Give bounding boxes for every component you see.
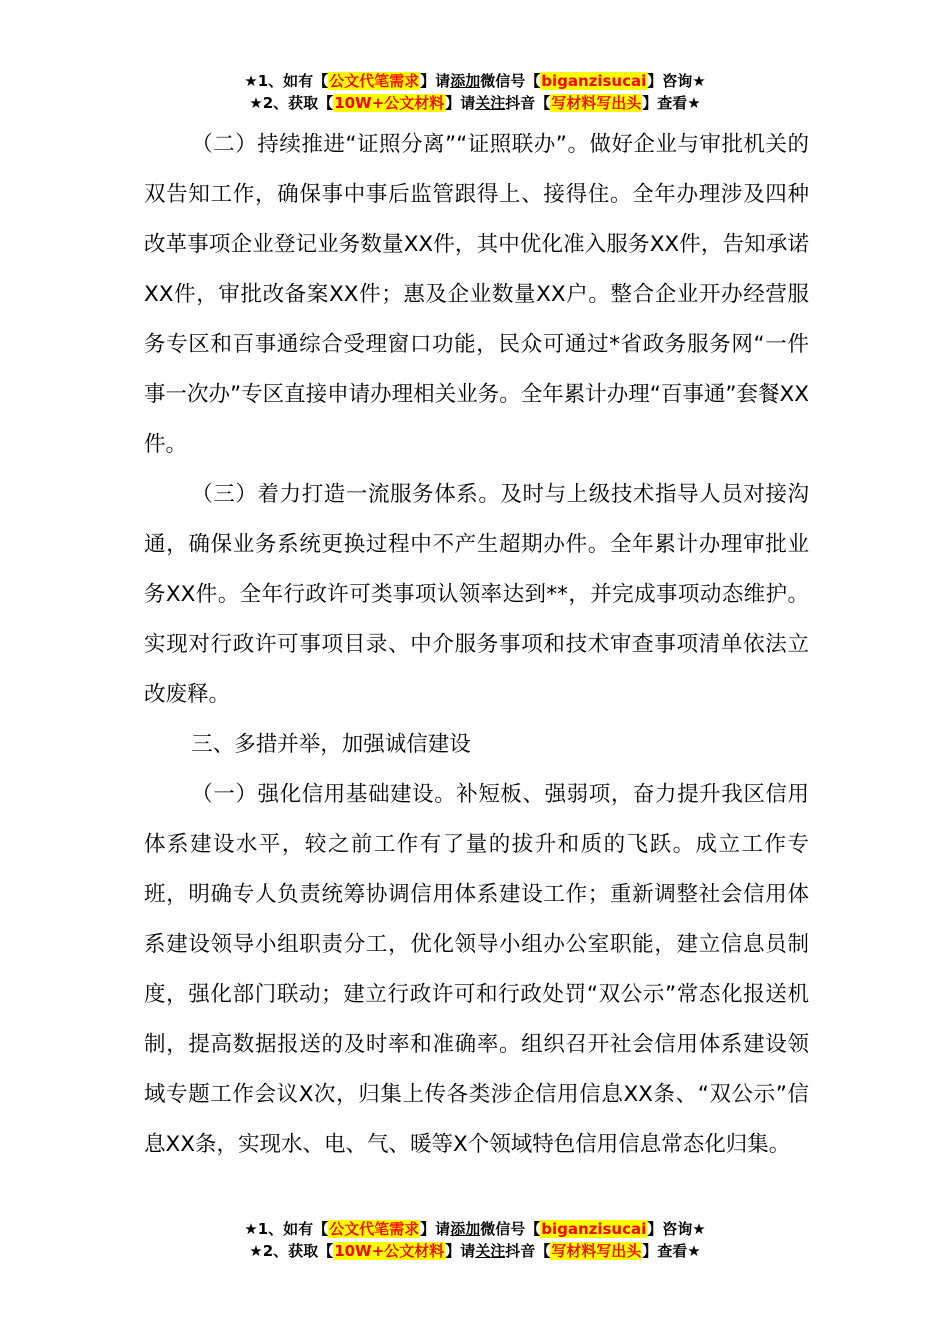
banner-line-2 bbox=[0, 92, 950, 114]
banner-line-1 bbox=[0, 1218, 950, 1240]
underlined-text: 关注 bbox=[475, 94, 506, 112]
underlined-text: 添加 bbox=[450, 1220, 481, 1238]
banner-text: ★1、如有【 bbox=[244, 1220, 329, 1238]
highlight-materials: 10W+公文材料 bbox=[334, 94, 445, 112]
highlight-wechat-id: biganzisucai bbox=[541, 1220, 647, 1238]
banner-text: 】查看★ bbox=[642, 1242, 701, 1260]
section-heading: 三、多措并举，加强诚信建设 bbox=[191, 732, 471, 757]
banner-text: 微信号【 bbox=[480, 72, 541, 90]
banner-text: 】咨询★ bbox=[647, 72, 706, 90]
banner-text: 微信号【 bbox=[480, 1220, 541, 1238]
highlight-douyin: 写材料写出头 bbox=[551, 94, 642, 112]
banner-text: 】请 bbox=[420, 1220, 451, 1238]
banner-text: ★1、如有【 bbox=[244, 72, 329, 90]
banner-text: 】请 bbox=[445, 94, 476, 112]
banner-text: ★2、获取【 bbox=[249, 1242, 334, 1260]
banner-text: 抖音【 bbox=[505, 1242, 551, 1260]
highlight-materials: 10W+公文材料 bbox=[334, 1242, 445, 1260]
highlight-service: 公文代笔需求 bbox=[329, 72, 420, 90]
paragraph: （三）着力打造一流服务体系。及时与上级技术指导人员对接沟通，确保业务系统更换过程中不产生超期办件。全年累计办理审批业务XX件。全年行政许可类事项认领率达到**，并完成事项动态维护。实现对行政许可事项目录、中介服务事项和技术审查事项清单依法立改废释。 bbox=[144, 482, 809, 707]
footer-banner bbox=[0, 1218, 950, 1262]
banner-text: 】查看★ bbox=[642, 94, 701, 112]
highlight-service: 公文代笔需求 bbox=[329, 1220, 420, 1238]
underlined-text: 关注 bbox=[475, 1242, 506, 1260]
banner-text: 】咨询★ bbox=[647, 1220, 706, 1238]
banner-line-2 bbox=[0, 1240, 950, 1262]
underlined-text: 添加 bbox=[450, 72, 481, 90]
highlight-douyin: 写材料写出头 bbox=[551, 1242, 642, 1260]
banner-line-1 bbox=[0, 70, 950, 92]
banner-text: 】请 bbox=[420, 72, 451, 90]
banner-text: 】请 bbox=[445, 1242, 476, 1260]
paragraph: （二）持续推进“证照分离”“证照联办”。做好企业与审批机关的双告知工作，确保事中事后监管跟得上、接得住。全年办理涉及四种改革事项企业登记业务数量XX件，其中优化准入服务XX件，告知承诺XX件，审批改备案XX件；惠及企业数量XX户。整合企业开办经营服务专区和百事通综合受理窗口功能，民众可通过*省政务服务网“一件事一次办”专区直接申请办理相关业务。全年累计办理“百事通”套餐XX件。 bbox=[144, 132, 809, 457]
paragraph: （一）强化信用基础建设。补短板、强弱项，奋力提升我区信用体系建设水平，较之前工作有了量的拔升和质的飞跃。成立工作专班，明确专人负责统筹协调信用体系建设工作；重新调整社会信用体系建设领导小组职责分工，优化领导小组办公室职能，建立信息员制度，强化部门联动；建立行政许可和行政处罚“双公示”常态化报送机制，提高数据报送的及时率和准确率。组织召开社会信用体系建设领域专题工作会议X次，归集上传各类涉企信用信息XX条、“双公示”信息XX条，实现水、电、气、暖等X个领域特色信用信息常态化归集。 bbox=[144, 782, 809, 1157]
banner-text: ★2、获取【 bbox=[249, 94, 334, 112]
document-body bbox=[144, 120, 809, 1170]
banner-text: 抖音【 bbox=[505, 94, 551, 112]
header-banner bbox=[0, 70, 950, 114]
highlight-wechat-id: biganzisucai bbox=[541, 72, 647, 90]
